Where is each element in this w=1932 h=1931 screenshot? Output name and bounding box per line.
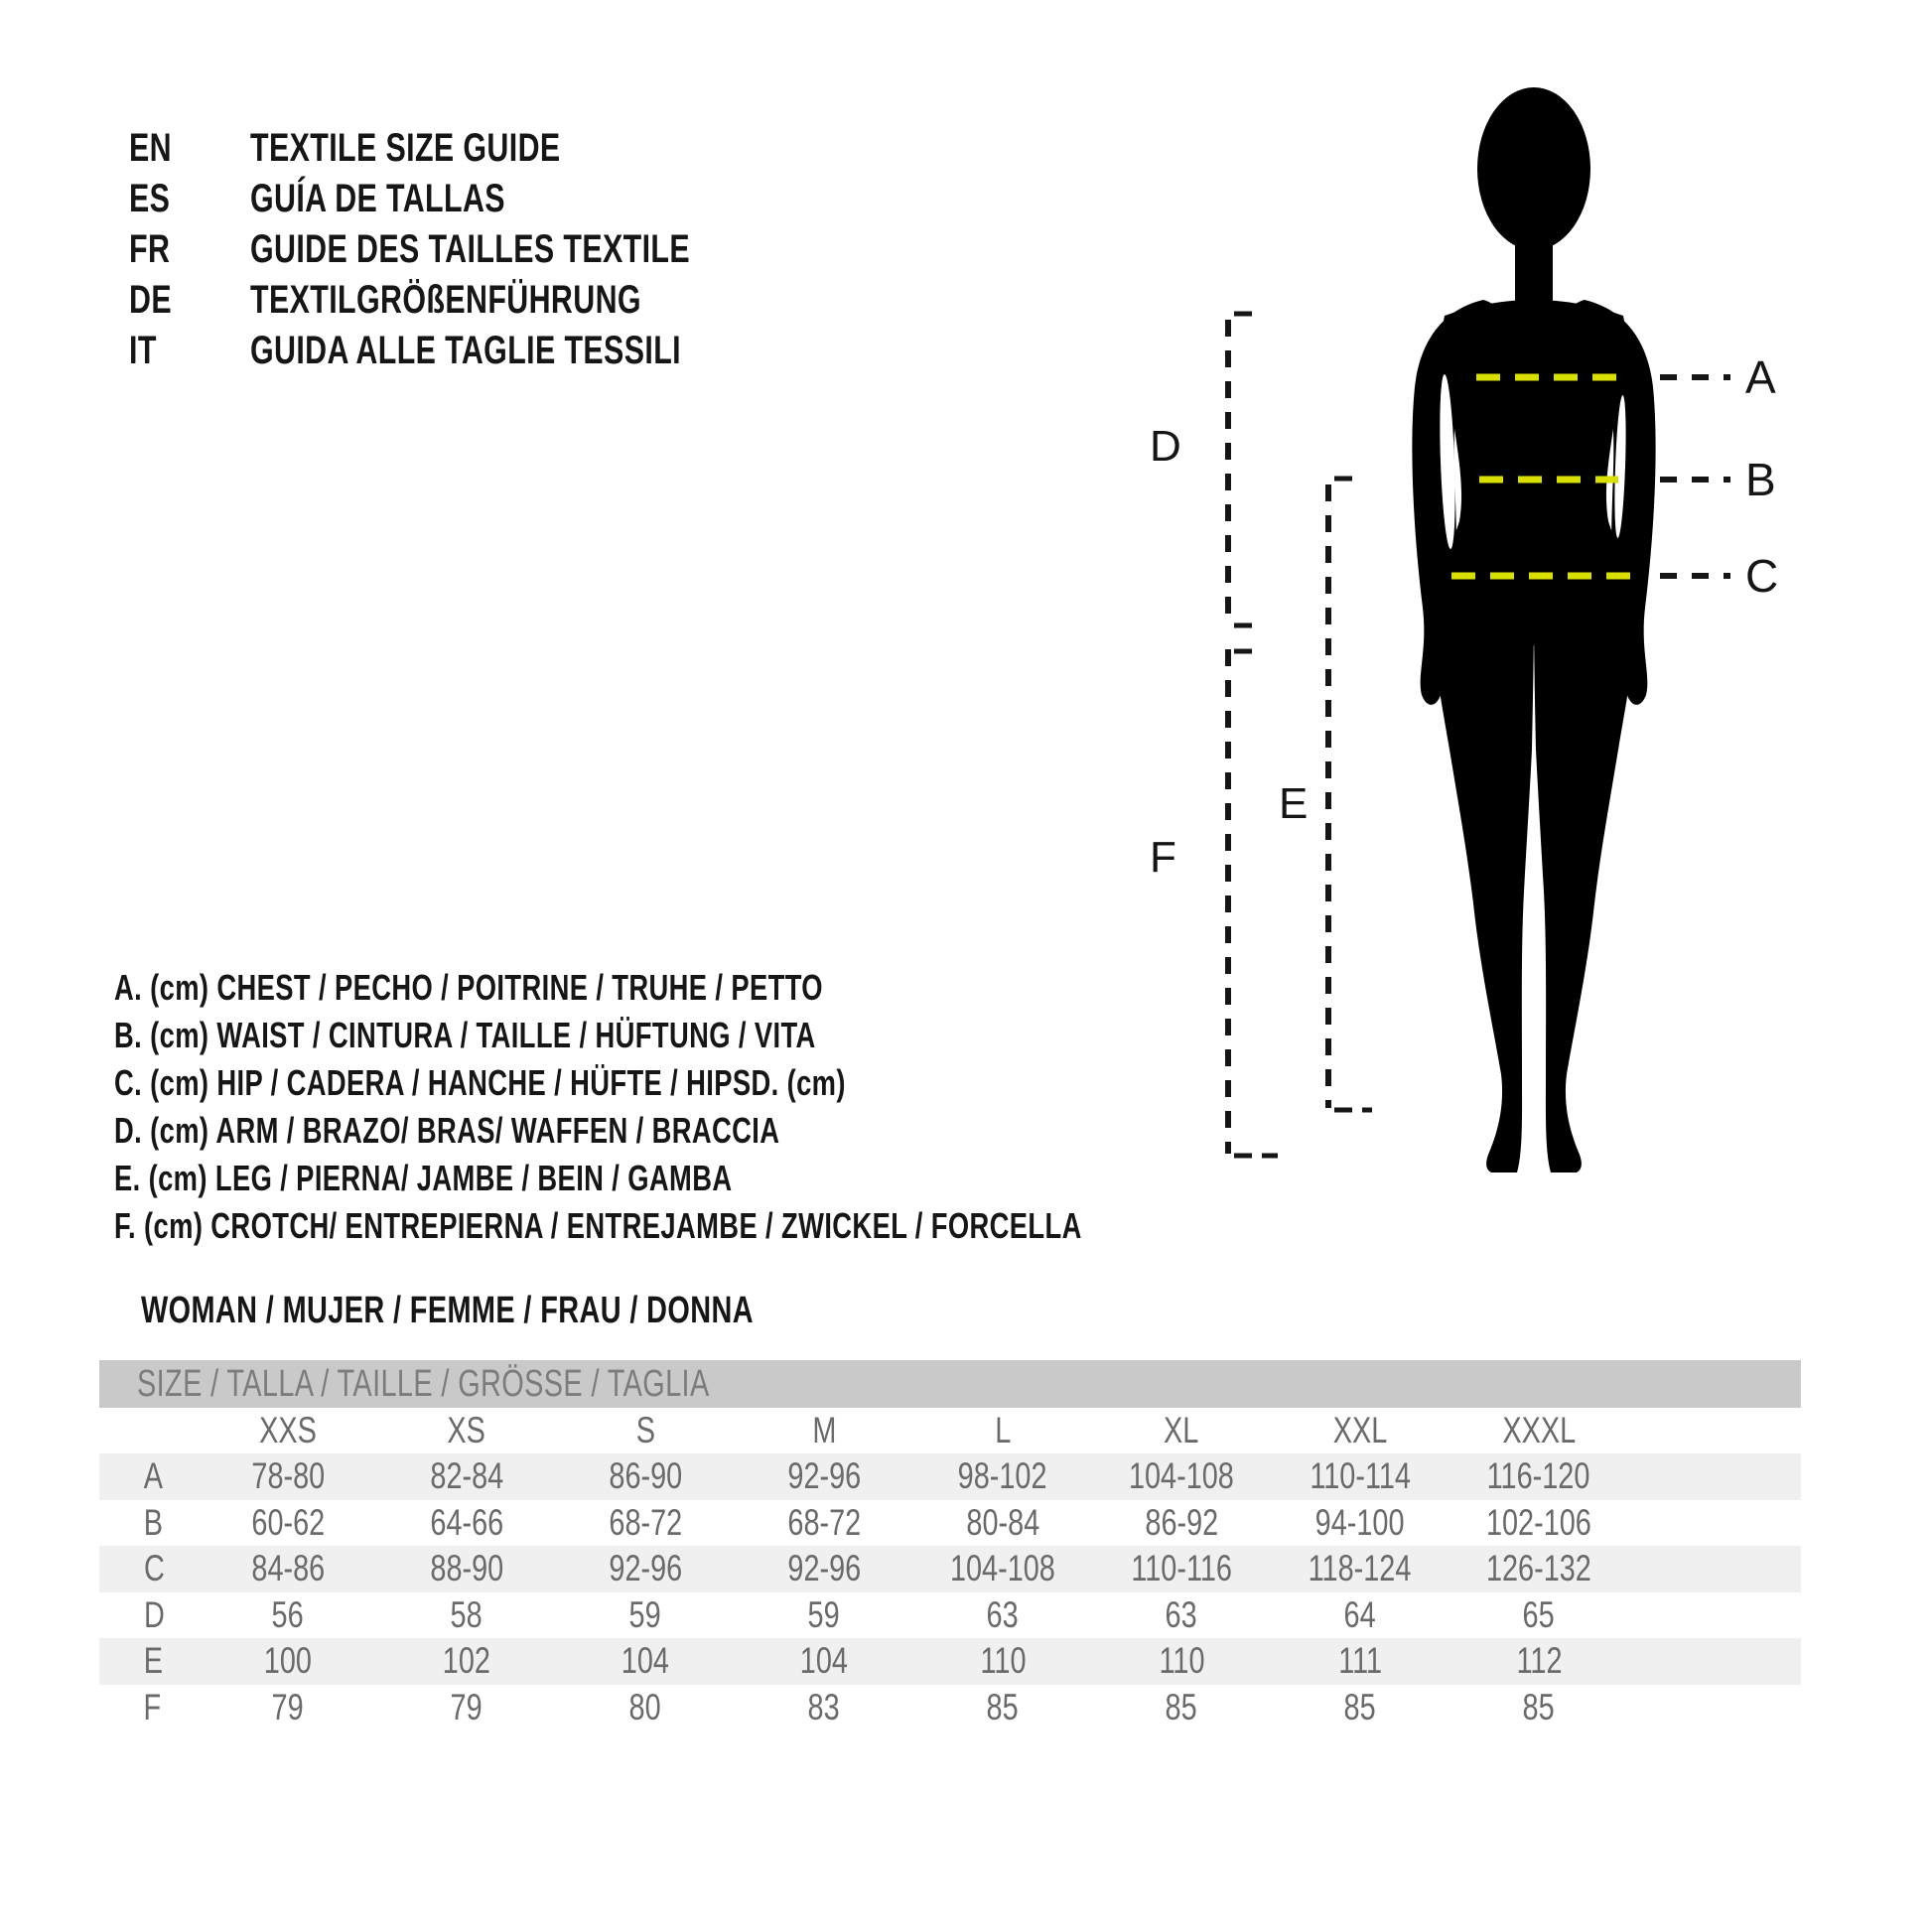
language-row-de	[129, 275, 829, 326]
row-label: E	[143, 1640, 163, 1682]
row-label: D	[143, 1593, 165, 1635]
filler-cell	[1628, 1408, 1801, 1453]
size-value-cell: 126-132	[1486, 1548, 1591, 1589]
language-row-es	[129, 174, 829, 224]
language-code	[129, 227, 250, 272]
filler-cell	[1628, 1500, 1801, 1547]
size-value-cell: 58	[450, 1593, 483, 1635]
definition-text: F. (cm) CROTCH/ ENTREPIERNA / ENTREJAMBE / ZWICKEL / FORCELLA	[114, 1205, 1082, 1246]
size-value-cell: 102-106	[1486, 1501, 1591, 1543]
filler-cell	[1628, 1685, 1801, 1731]
size-value-cell: 100	[263, 1640, 313, 1682]
size-value-cell: 65	[1522, 1593, 1556, 1635]
size-value-cell: 64	[1343, 1593, 1377, 1635]
empty-corner-cell	[99, 1408, 199, 1453]
filler-cell	[1628, 1546, 1801, 1592]
language-code	[129, 126, 250, 171]
language-title	[250, 227, 829, 272]
language-title	[250, 126, 658, 171]
language-title-text: GUIDE DES TAILLES TEXTILE	[250, 227, 691, 271]
row-label: C	[143, 1548, 165, 1589]
table-row-crotch	[99, 1685, 1801, 1731]
size-value-cell: 78-80	[251, 1455, 325, 1497]
size-value-cell: 116-120	[1487, 1455, 1590, 1497]
language-title-text: GUÍA DE TALLAS	[250, 177, 505, 220]
definition-arm	[114, 1107, 1388, 1155]
size-column-header: S	[635, 1410, 655, 1450]
definition-text: D. (cm) ARM / BRAZO/ BRAS/ WAFFEN / BRACCIA	[114, 1110, 780, 1151]
size-column-header: XXXL	[1502, 1410, 1576, 1450]
size-column-header: XL	[1164, 1410, 1199, 1450]
size-value-cell: 104	[621, 1640, 670, 1682]
size-value-cell: 88-90	[430, 1548, 503, 1589]
size-value-cell: 104-108	[950, 1548, 1055, 1589]
size-value-cell: 92-96	[787, 1548, 861, 1589]
measurement-definitions	[114, 964, 1388, 1250]
definition-crotch	[114, 1202, 1388, 1250]
size-value-cell: 110-114	[1310, 1455, 1411, 1497]
definition-chest	[114, 964, 1388, 1012]
language-row-en	[129, 123, 829, 174]
language-title	[250, 177, 586, 221]
language-code-text: IT	[129, 329, 157, 372]
figure-label-crotch: F	[1150, 833, 1176, 882]
size-value-cell: 60-62	[251, 1501, 325, 1543]
definition-hip	[114, 1059, 1388, 1107]
size-value-cell: 102	[442, 1640, 491, 1682]
figure-label-hip: C	[1745, 550, 1779, 602]
size-column-header: L	[994, 1410, 1012, 1450]
size-value-cell: 56	[271, 1593, 305, 1635]
definition-waist	[114, 1012, 1388, 1059]
table-row-hip	[99, 1546, 1801, 1592]
size-value-cell: 104-108	[1129, 1455, 1234, 1497]
row-label: F	[143, 1686, 162, 1727]
size-value-cell: 80	[628, 1686, 662, 1727]
language-title-text: GUIDA ALLE TAGLIE TESSILI	[250, 329, 681, 372]
row-label: A	[143, 1455, 163, 1497]
size-value-cell: 86-92	[1145, 1501, 1218, 1543]
size-column-header: M	[811, 1410, 837, 1450]
size-value-cell: 92-96	[609, 1548, 682, 1589]
table-header-band	[99, 1360, 1801, 1408]
language-title-text: TEXTILGRÖßENFÜHRUNG	[250, 278, 641, 322]
size-table	[99, 1360, 1801, 1730]
definition-text: E. (cm) LEG / PIERNA/ JAMBE / BEIN / GAMBA	[114, 1158, 733, 1198]
table-row-chest	[99, 1453, 1801, 1500]
size-value-cell: 85	[1165, 1686, 1198, 1727]
size-value-cell: 83	[807, 1686, 841, 1727]
size-value-cell: 84-86	[251, 1548, 325, 1589]
size-value-cell: 111	[1338, 1640, 1382, 1682]
language-code-text: DE	[129, 278, 172, 322]
language-row-it	[129, 326, 829, 376]
size-value-cell: 82-84	[430, 1455, 503, 1497]
size-value-cell: 118-124	[1309, 1548, 1412, 1589]
size-column-header: XXS	[259, 1410, 317, 1450]
figure-label-leg: E	[1279, 779, 1309, 828]
filler-cell	[1628, 1638, 1801, 1685]
size-value-cell: 104	[799, 1640, 849, 1682]
silhouette-left-leg	[1433, 581, 1534, 1172]
size-value-cell: 79	[271, 1686, 305, 1727]
size-value-cell: 80-84	[966, 1501, 1039, 1543]
size-value-cell: 110-116	[1131, 1548, 1232, 1589]
language-code	[129, 329, 250, 373]
definition-text: C. (cm) HIP / CADERA / HANCHE / HÜFTE / HIPSD. (cm)	[114, 1062, 846, 1103]
size-value-cell: 110	[1158, 1640, 1205, 1682]
size-value-cell: 86-90	[609, 1455, 682, 1497]
table-header-band-text: SIZE / TALLA / TAILLE / GRÖSSE / TAGLIA	[137, 1362, 710, 1405]
size-value-cell: 59	[807, 1593, 841, 1635]
language-code-text: ES	[129, 177, 171, 220]
figure-label-waist: B	[1745, 454, 1776, 505]
size-value-cell: 59	[628, 1593, 662, 1635]
size-value-cell: 110	[979, 1640, 1027, 1682]
definition-leg	[114, 1155, 1388, 1202]
figure-label-chest: A	[1745, 351, 1776, 403]
filler-cell	[1628, 1453, 1801, 1500]
definition-text: B. (cm) WAIST / CINTURA / TAILLE / HÜFTUNG / VITA	[114, 1015, 816, 1055]
size-value-cell: 68-72	[787, 1501, 861, 1543]
size-value-cell: 63	[1165, 1593, 1198, 1635]
size-value-cell: 112	[1515, 1640, 1563, 1682]
language-row-fr	[129, 224, 829, 275]
table-row-leg	[99, 1638, 1801, 1685]
language-code-text: EN	[129, 126, 172, 170]
size-value-cell: 63	[986, 1593, 1020, 1635]
language-title	[250, 329, 817, 373]
table-title-text: WOMAN / MUJER / FEMME / FRAU / DONNA	[141, 1289, 754, 1331]
size-column-header: XS	[447, 1410, 486, 1450]
language-title-text: TEXTILE SIZE GUIDE	[250, 126, 561, 170]
size-value-cell: 85	[1522, 1686, 1556, 1727]
size-value-cell: 98-102	[958, 1455, 1047, 1497]
size-value-cell: 85	[1343, 1686, 1377, 1727]
figure-label-arm: D	[1150, 422, 1181, 471]
filler-cell	[1628, 1592, 1801, 1639]
silhouette-neck	[1515, 213, 1553, 313]
size-value-cell: 92-96	[787, 1455, 861, 1497]
silhouette-right-leg	[1534, 581, 1635, 1172]
size-column-header: XXL	[1332, 1410, 1388, 1450]
size-value-cell: 68-72	[609, 1501, 682, 1543]
size-header-row	[99, 1408, 1801, 1453]
definition-text: A. (cm) CHEST / PECHO / POITRINE / TRUHE / PETTO	[114, 967, 823, 1008]
language-code	[129, 278, 250, 323]
woman-silhouette	[1412, 87, 1655, 1172]
row-label: B	[143, 1501, 163, 1543]
language-title	[250, 278, 764, 323]
language-code	[129, 177, 250, 221]
size-value-cell: 85	[986, 1686, 1020, 1727]
size-value-cell: 79	[450, 1686, 483, 1727]
size-value-cell: 64-66	[430, 1501, 503, 1543]
table-row-arm	[99, 1592, 1801, 1639]
size-value-cell: 94-100	[1315, 1501, 1405, 1543]
language-title-block	[129, 123, 829, 376]
table-title-woman	[141, 1288, 947, 1333]
language-code-text: FR	[129, 227, 171, 271]
table-row-waist	[99, 1500, 1801, 1547]
